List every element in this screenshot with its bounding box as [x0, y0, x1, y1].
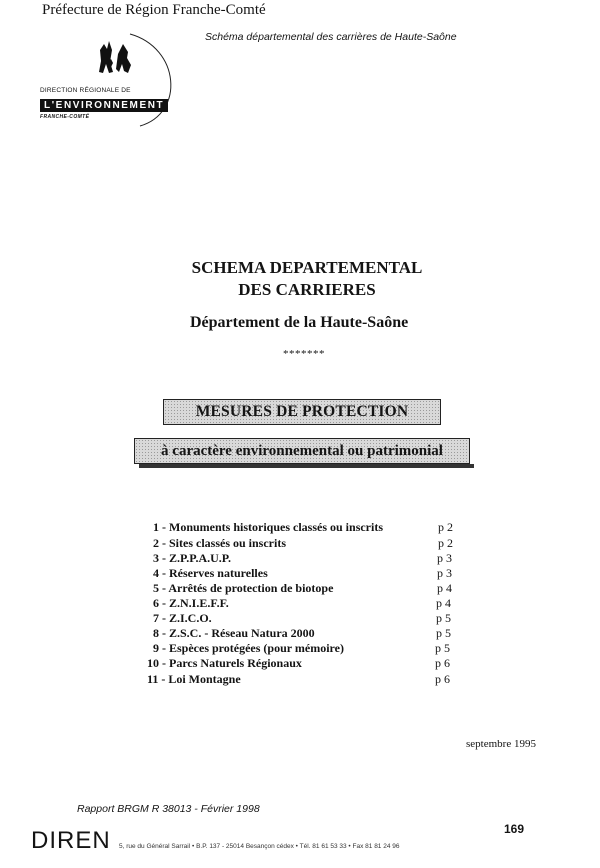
caractere-box-text: à caractère environnemental ou patrimonial [161, 442, 443, 459]
prefecture-heading: Préfecture de Région Franche-Comté [42, 2, 266, 18]
toc-item-page: p 2 [438, 536, 453, 550]
diren-logo [30, 28, 190, 138]
logo-environnement-text: L'ENVIRONNEMENT [40, 99, 168, 112]
toc-item-page: p 6 [435, 656, 450, 670]
toc-item-page: p 3 [437, 551, 452, 565]
toc-item-page: p 5 [436, 626, 451, 640]
toc-item-label: 4 - Réserves naturelles [153, 566, 268, 580]
toc-item-page: p 4 [437, 581, 452, 595]
document-title-line1: SCHEMA DEPARTEMENTAL [191, 258, 423, 277]
logo-emblem-icon [30, 28, 190, 138]
toc-item-label: 8 - Z.S.C. - Réseau Natura 2000 [153, 626, 315, 640]
toc-item-page: p 3 [437, 566, 452, 580]
mesures-box-text: MESURES DE PROTECTION [195, 403, 409, 420]
document-date: septembre 1995 [466, 738, 536, 750]
toc-item-label: 2 - Sites classés ou inscrits [153, 536, 286, 550]
toc-item-page: p 2 [438, 520, 453, 534]
logo-direction-text: DIRECTION RÉGIONALE DE [40, 87, 131, 94]
toc-item-label: 3 - Z.P.P.A.U.P. [153, 551, 232, 565]
toc-item-page: p 5 [435, 641, 450, 655]
toc-item-page: p 4 [436, 596, 451, 610]
toc-item-label: 11 - Loi Montagne [147, 672, 241, 686]
toc-item-label: 1 - Monuments historiques classés ou inscrits [153, 520, 384, 534]
mesures-box [163, 399, 441, 425]
page-number: 169 [504, 822, 525, 836]
toc-item-page: p 6 [435, 672, 450, 686]
footer-address: 5, rue du Général Sarrail • B.P. 137 - 25014 Besançon cédex • Tél. 81 61 53 33 • Fax 81 81 24 96 [119, 843, 400, 850]
toc-item-label: 5 - Arrêtés de protection de biotope [153, 581, 334, 595]
toc-item-label: 10 - Parcs Naturels Régionaux [147, 656, 302, 670]
logo-region-text: FRANCHE-COMTÉ [40, 114, 90, 120]
toc-item-label: 9 - Espèces protégées (pour mémoire) [153, 641, 344, 655]
caractere-box [134, 438, 470, 464]
diren-footer-logo: DIREN [31, 827, 111, 854]
toc-item-label: 6 - Z.N.I.E.F.F. [153, 596, 229, 610]
toc-item-label: 7 - Z.I.C.O. [153, 611, 212, 625]
toc-item-page: p 5 [436, 611, 451, 625]
report-reference: Rapport BRGM R 38013 - Février 1998 [77, 803, 260, 815]
separator-stars: ******* [283, 348, 325, 360]
department-subtitle: Département de la Haute-Saône [190, 314, 409, 331]
document-title-line2: DES CARRIERES [238, 280, 376, 299]
schema-running-title: Schéma départemental des carrières de Haute-Saône [205, 31, 457, 43]
